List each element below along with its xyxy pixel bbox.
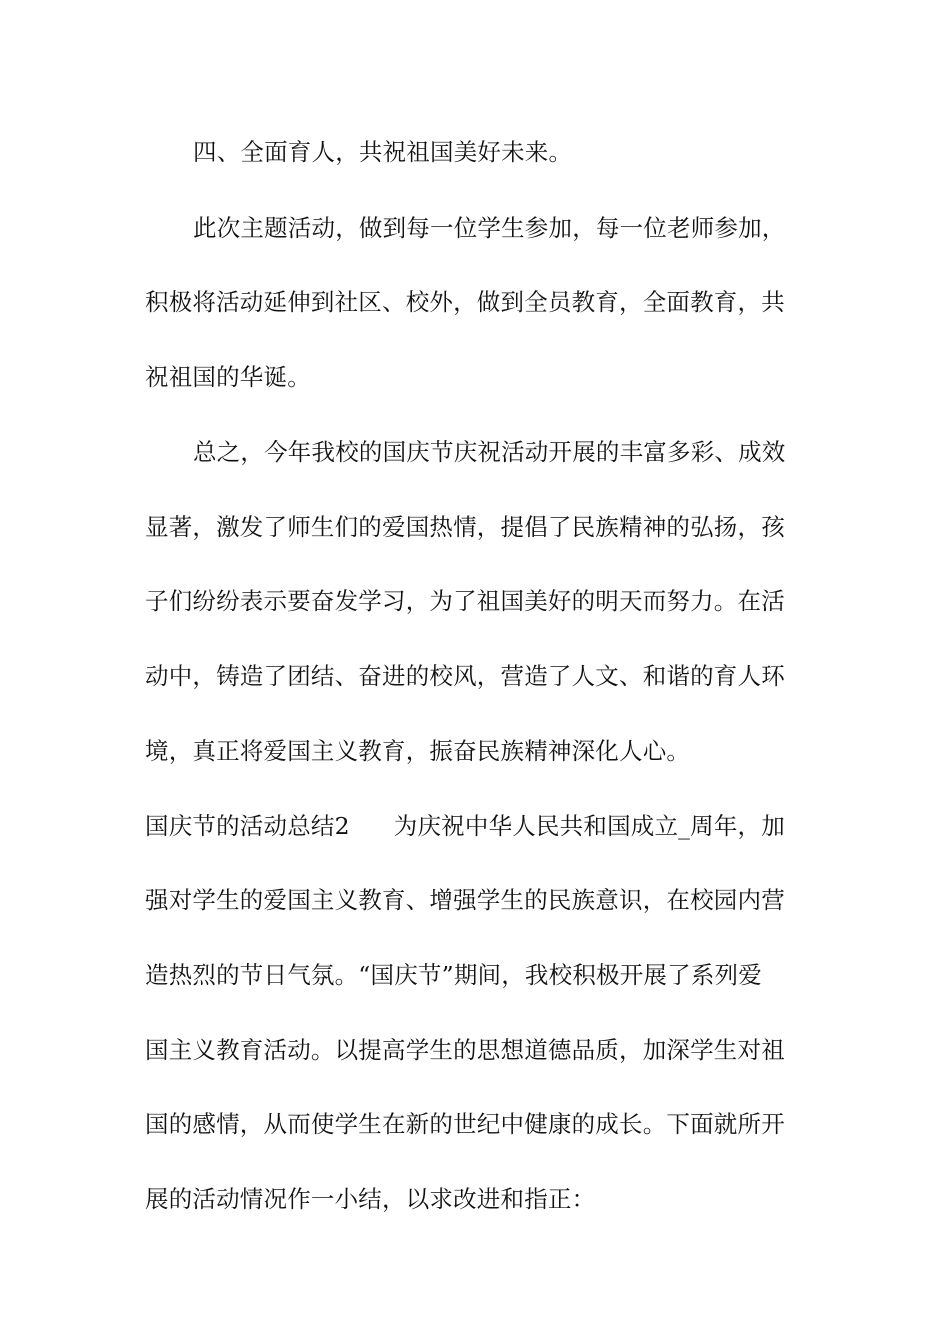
section-heading-four: 四、全面育人，共祝祖国美好未来。	[193, 138, 573, 166]
paragraph-line: 此次主题活动，做到每一位学生参加，每一位老师参加，	[193, 214, 786, 242]
paragraph-line: 祝祖国的华诞。	[145, 363, 311, 391]
paragraph-line: 强对学生的爱国主义教育、增强学生的民族意识，在校园内营	[145, 886, 785, 914]
paragraph-line: 国主义教育活动。以提高学生的思想道德品质，加深学生对祖	[145, 1036, 785, 1064]
paragraph-line: 子们纷纷表示要奋发学习，为了祖国美好的明天而努力。在活	[145, 587, 785, 615]
paragraph-line: 境，真正将爱国主义教育，振奋民族精神深化人心。	[145, 737, 691, 765]
paragraph-line: 积极将活动延伸到社区、校外，做到全员教育，全面教育，共	[145, 288, 785, 316]
paragraph-line: 总之，今年我校的国庆节庆祝活动开展的丰富多彩、成效	[193, 438, 786, 466]
paragraph-line: 国的感情，从而使学生在新的世纪中健康的成长。下面就所开	[145, 1110, 785, 1138]
paragraph-line: 动中，铸造了团结、奋进的校风，营造了人文、和谐的育人环	[145, 662, 785, 690]
paragraph-line: 造热烈的节日气氛。“国庆节”期间，我校积极开展了系列爱	[145, 961, 762, 989]
paragraph-line: 展的活动情况作一小结，以求改进和指正：	[145, 1185, 596, 1213]
section-title: 国庆节的活动总结2	[145, 812, 350, 840]
paragraph-line-start: 为庆祝中华人民共和国成立_周年，加	[393, 812, 785, 840]
paragraph-line: 显著，激发了师生们的爱国热情，提倡了民族精神的弘扬，孩	[145, 513, 785, 541]
section-title-line	[145, 806, 785, 846]
